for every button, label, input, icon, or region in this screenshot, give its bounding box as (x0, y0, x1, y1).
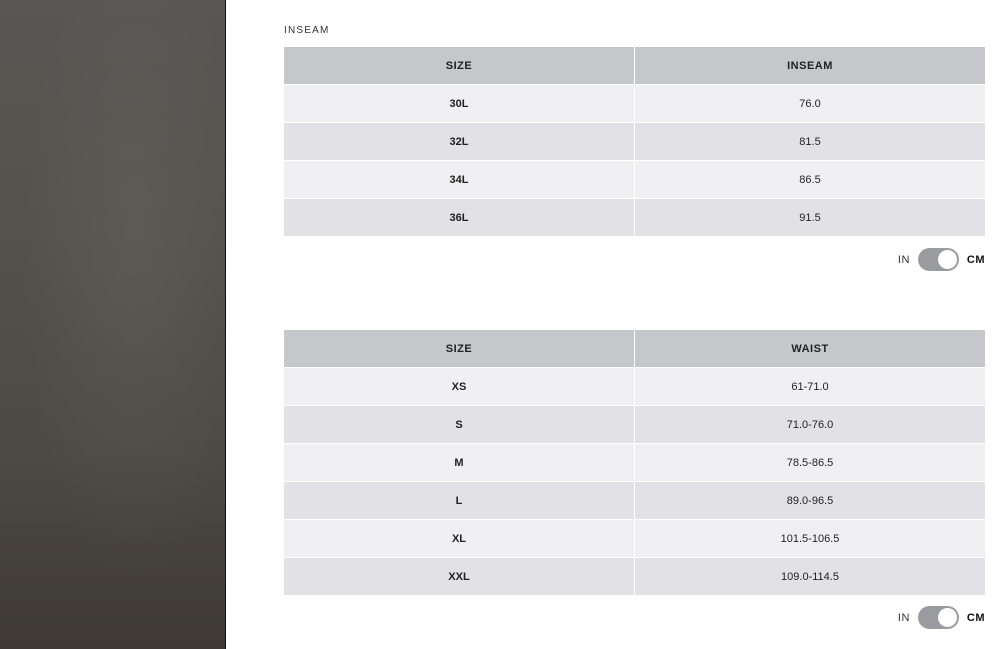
size-cell: S (284, 406, 635, 444)
table-row (284, 123, 985, 161)
size-cell: 32L (284, 123, 635, 161)
size-cell: 36L (284, 199, 635, 237)
inseam-table (284, 47, 985, 236)
table-header-row (284, 47, 985, 85)
table-row (284, 85, 985, 123)
column-header-size: SIZE (284, 47, 635, 85)
table-row (284, 161, 985, 199)
unit-cm-label[interactable]: CM (966, 611, 985, 624)
unit-in-label[interactable]: IN (897, 611, 910, 624)
table-row (284, 368, 985, 406)
waist-value-cell: 89.0-96.5 (635, 482, 986, 520)
product-image (0, 0, 226, 649)
unit-switch[interactable] (918, 248, 959, 271)
waist-value-cell: 109.0-114.5 (635, 558, 986, 596)
size-cell: 30L (284, 85, 635, 123)
column-header-size: SIZE (284, 330, 635, 368)
waist-value-cell: 71.0-76.0 (635, 406, 986, 444)
column-header-waist: WAIST (635, 330, 986, 368)
table-row (284, 199, 985, 237)
unit-in-label[interactable]: IN (897, 253, 910, 266)
column-header-inseam: INSEAM (635, 47, 986, 85)
waist-unit-toggle (898, 606, 985, 629)
table-row (284, 444, 985, 482)
size-cell: M (284, 444, 635, 482)
waist-value-cell: 101.5-106.5 (635, 520, 986, 558)
table-header-row (284, 330, 985, 368)
inseam-section-label: INSEAM (284, 25, 330, 36)
size-cell: 34L (284, 161, 635, 199)
unit-cm-label[interactable]: CM (966, 253, 985, 266)
table-row (284, 482, 985, 520)
inseam-value-cell: 86.5 (635, 161, 986, 199)
unit-switch[interactable] (918, 606, 959, 629)
inseam-unit-toggle (898, 248, 985, 271)
table-row (284, 558, 985, 596)
waist-value-cell: 78.5-86.5 (635, 444, 986, 482)
size-cell: XXL (284, 558, 635, 596)
table-row (284, 406, 985, 444)
size-cell: L (284, 482, 635, 520)
waist-value-cell: 61-71.0 (635, 368, 986, 406)
inseam-value-cell: 76.0 (635, 85, 986, 123)
switch-knob (938, 608, 957, 627)
waist-table (284, 330, 985, 595)
switch-knob (938, 250, 957, 269)
size-cell: XS (284, 368, 635, 406)
inseam-value-cell: 91.5 (635, 199, 986, 237)
inseam-value-cell: 81.5 (635, 123, 986, 161)
table-row (284, 520, 985, 558)
size-cell: XL (284, 520, 635, 558)
